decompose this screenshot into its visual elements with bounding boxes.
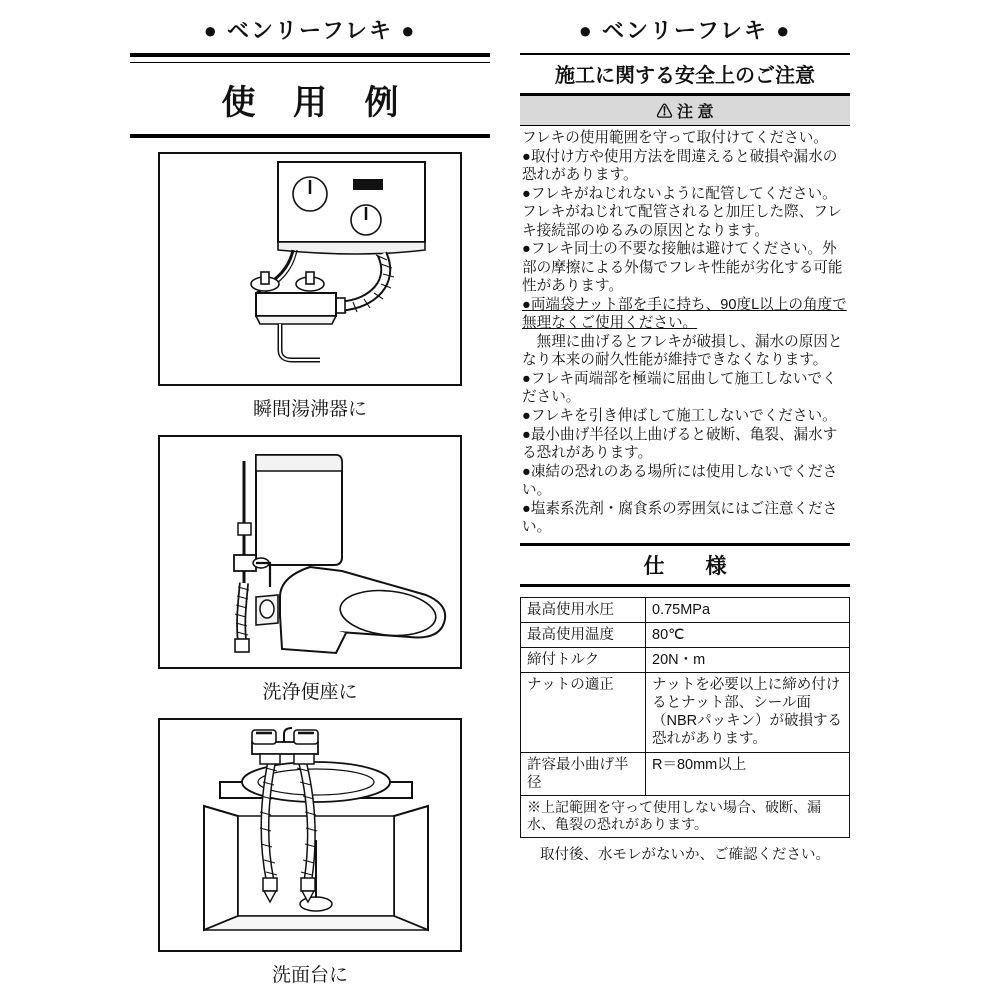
table-row bbox=[521, 752, 850, 795]
vanity-figure bbox=[158, 718, 462, 952]
spec-footnote: ※上記範囲を守って使用しない場合、破断、漏水、亀裂の恐れがあります。 bbox=[521, 795, 850, 837]
spec-key: ナットの適正 bbox=[521, 673, 646, 753]
note-line: ●フレキ両端部を極端に屈曲して施工しないでください。 bbox=[522, 370, 837, 406]
spec-table bbox=[520, 597, 850, 838]
brand-title-left: ● ベンリーフレキ ● bbox=[203, 18, 417, 43]
spec-key: 許容最小曲げ半径 bbox=[521, 752, 646, 795]
safety-heading: 施工に関する安全上のご注意 bbox=[520, 53, 850, 96]
spec-value: R＝80mm以上 bbox=[646, 752, 850, 795]
table-row bbox=[521, 597, 850, 622]
water-heater-figure bbox=[158, 152, 462, 386]
figure-caption-3: 洗面台に bbox=[271, 965, 348, 986]
usage-title: 使 用 例 bbox=[221, 84, 413, 122]
usage-examples-column bbox=[130, 8, 490, 993]
spec-value: 80℃ bbox=[646, 622, 850, 647]
note-line: ●フレキがねじれないように配管してください。フレキがねじれて配管されると加圧した際、フレキ接続部のゆるみの原因となります。 bbox=[522, 185, 842, 239]
spec-value: 20N・m bbox=[646, 647, 850, 672]
note-line-underlined: ●両端袋ナット部を手に持ち、90度L以上の角度で無理なくご使用ください。 bbox=[522, 296, 847, 332]
after-install-note: 取付後、水モレがないか、ご確認ください。 bbox=[540, 846, 830, 863]
spec-table-title: 仕 様 bbox=[520, 543, 850, 587]
caution-badge: ⚠ 注 意 bbox=[520, 96, 850, 126]
spec-key: 最高使用水圧 bbox=[521, 597, 646, 622]
table-row bbox=[521, 673, 850, 753]
note-line: 無理に曲げるとフレキが破損し、漏水の原因となり本来の耐久性能が維持できなくなります。 bbox=[522, 333, 843, 369]
washlet-figure bbox=[158, 435, 462, 669]
note-line: ●フレキ同士の不要な接触は避けてください。外部の摩擦による外傷でフレキ性能が劣化する可能性があります。 bbox=[522, 241, 843, 295]
table-row bbox=[521, 647, 850, 672]
spec-value: 0.75MPa bbox=[646, 597, 850, 622]
note-line: ●塩素系洗剤・腐食系の雰囲気にはご注意ください。 bbox=[522, 500, 838, 536]
note-line: ●凍結の恐れのある場所には使用しないでください。 bbox=[522, 463, 838, 499]
divider-thick-bottom bbox=[130, 134, 490, 138]
table-row bbox=[521, 622, 850, 647]
table-row bbox=[521, 795, 850, 837]
safety-notes bbox=[520, 126, 850, 537]
safety-column bbox=[520, 8, 850, 864]
spec-key: 締付トルク bbox=[521, 647, 646, 672]
note-line: ●取付け方や使用方法を間違えると破損や漏水の恐れがあります。 bbox=[522, 148, 838, 184]
note-line: ●フレキを引き伸ばして施工しないでください。 bbox=[522, 407, 837, 424]
note-line: ●最小曲げ半径以上曲げると破断、亀裂、漏水する恐れがあります。 bbox=[522, 426, 838, 462]
note-line: フレキの使用範囲を守って取付けてください。 bbox=[522, 130, 828, 146]
figure-caption-1: 瞬間湯沸器に bbox=[252, 399, 367, 420]
brand-title-right: ● ベンリーフレキ ● bbox=[578, 18, 792, 43]
figure-caption-2: 洗浄便座に bbox=[262, 682, 358, 703]
spec-key: 最高使用温度 bbox=[521, 622, 646, 647]
spec-value: ナットを必要以上に締め付けるとナット部、シール面（NBRパッキン）が破損する恐れがあります。 bbox=[646, 673, 850, 753]
